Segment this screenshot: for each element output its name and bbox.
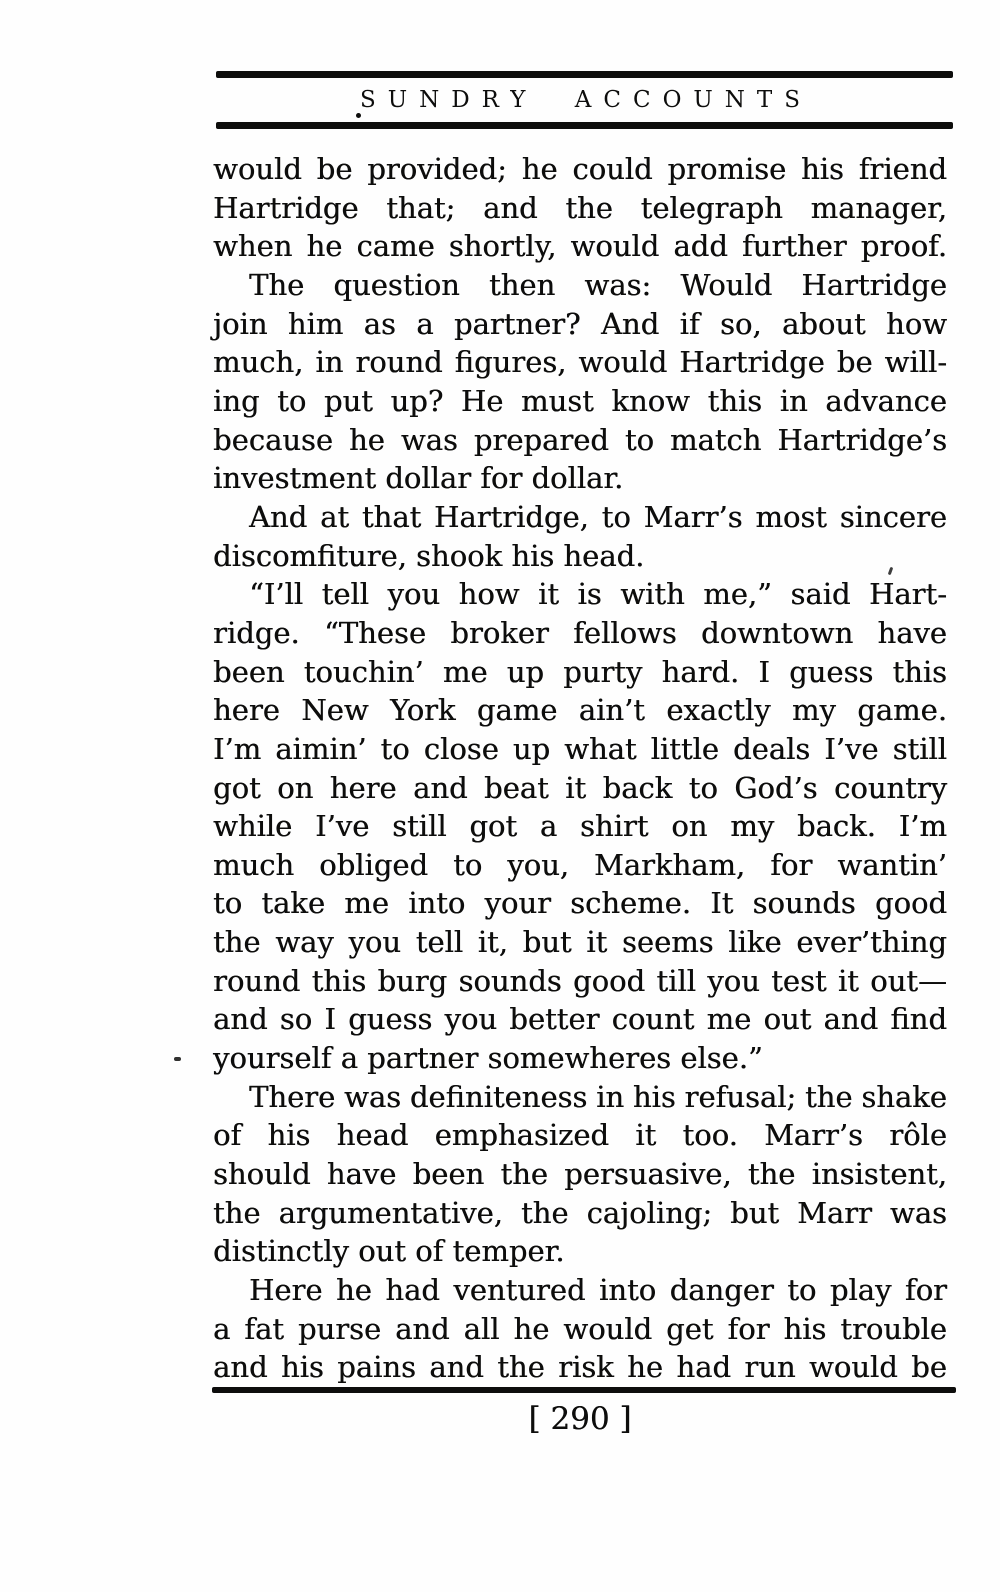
word: my bbox=[730, 809, 775, 844]
word: had bbox=[385, 1273, 440, 1308]
word: my bbox=[791, 693, 836, 728]
word: shake bbox=[861, 1079, 947, 1114]
word: like bbox=[728, 925, 782, 960]
word: because bbox=[213, 422, 333, 457]
word: deals bbox=[733, 731, 811, 766]
word: hard. bbox=[661, 654, 740, 689]
word: ain’t bbox=[578, 693, 645, 728]
word: would bbox=[570, 229, 660, 264]
word: little bbox=[650, 731, 719, 766]
word: friend bbox=[858, 152, 947, 186]
word: country bbox=[834, 770, 947, 805]
word: all bbox=[463, 1311, 500, 1346]
text-line bbox=[213, 769, 947, 808]
word: cajoling; bbox=[586, 1195, 713, 1230]
word: risk bbox=[558, 1350, 614, 1385]
word: with bbox=[620, 577, 685, 612]
word: beat bbox=[484, 770, 549, 805]
word: scheme. bbox=[570, 886, 691, 921]
word: at bbox=[320, 499, 350, 534]
word: to bbox=[688, 770, 718, 805]
word: me bbox=[344, 886, 389, 921]
word: Marr’s bbox=[643, 499, 743, 534]
header-rule-bottom bbox=[216, 122, 953, 129]
word: know bbox=[611, 383, 690, 418]
word: provided; bbox=[367, 152, 507, 186]
word: find bbox=[890, 1002, 947, 1037]
word: guess bbox=[348, 1002, 433, 1037]
word: ridge. bbox=[213, 615, 300, 650]
word: good bbox=[874, 886, 947, 921]
word: his bbox=[783, 1311, 827, 1346]
word: it bbox=[565, 770, 587, 805]
word: game bbox=[476, 693, 558, 728]
word: you bbox=[348, 925, 401, 960]
word: how bbox=[458, 577, 520, 612]
word: God’s bbox=[734, 770, 818, 805]
text-line bbox=[213, 884, 947, 923]
word: in bbox=[779, 383, 808, 418]
word: would bbox=[213, 152, 302, 186]
word: and bbox=[213, 1002, 268, 1037]
text-line bbox=[213, 575, 947, 614]
word: Hartridge, bbox=[434, 499, 589, 534]
word: much bbox=[213, 847, 295, 882]
word: the bbox=[521, 1195, 569, 1230]
word: is bbox=[577, 577, 602, 612]
word: partner? bbox=[453, 306, 581, 341]
text-line bbox=[213, 1078, 947, 1117]
word: I bbox=[324, 1002, 336, 1037]
word: up bbox=[506, 654, 544, 689]
word: he bbox=[306, 229, 343, 264]
word: you bbox=[707, 963, 760, 998]
word: up? bbox=[390, 383, 444, 418]
text-line: distinctly out of temper. bbox=[213, 1234, 565, 1269]
text-line bbox=[213, 1271, 947, 1310]
word: downtown bbox=[701, 615, 854, 650]
word: to bbox=[787, 1273, 817, 1308]
word: and bbox=[483, 190, 538, 225]
word: it bbox=[586, 925, 608, 960]
word: as bbox=[363, 306, 396, 341]
word: came bbox=[356, 229, 435, 264]
word: for bbox=[904, 1273, 947, 1308]
word: got bbox=[213, 770, 261, 805]
word: definiteness bbox=[409, 1079, 588, 1114]
word: he bbox=[513, 1311, 550, 1346]
word: fellows bbox=[573, 615, 677, 650]
word: me,” bbox=[703, 577, 772, 612]
text-line bbox=[213, 1194, 947, 1233]
word: a bbox=[213, 1311, 231, 1346]
word: what bbox=[564, 731, 637, 766]
word: your bbox=[484, 886, 551, 921]
word: the bbox=[213, 925, 261, 960]
word: emphasized bbox=[434, 1118, 609, 1153]
text-line bbox=[213, 227, 947, 266]
word: you, bbox=[507, 847, 569, 882]
word: play bbox=[829, 1273, 892, 1308]
word: got bbox=[469, 809, 518, 844]
word: but bbox=[730, 1195, 780, 1230]
word: trouble bbox=[840, 1311, 947, 1346]
word: out bbox=[763, 1002, 812, 1037]
word: have bbox=[326, 1157, 397, 1192]
word: would bbox=[808, 1350, 898, 1385]
word: me bbox=[706, 1002, 752, 1037]
word: a bbox=[539, 809, 558, 844]
word: Hartridge bbox=[213, 190, 359, 225]
word: way bbox=[275, 925, 334, 960]
word: his bbox=[267, 1118, 311, 1153]
word: was: bbox=[584, 267, 652, 302]
text-line bbox=[213, 189, 947, 228]
word: here bbox=[213, 693, 280, 728]
word: in bbox=[315, 345, 344, 380]
word: this bbox=[707, 383, 763, 418]
word: his bbox=[632, 1079, 676, 1114]
word: of bbox=[213, 1118, 242, 1153]
word: ing bbox=[213, 383, 260, 418]
word: game. bbox=[857, 693, 947, 728]
word: and bbox=[213, 1350, 268, 1385]
word: round bbox=[213, 963, 301, 998]
word: be bbox=[836, 345, 873, 380]
word: persuasive, bbox=[564, 1157, 732, 1192]
word: into bbox=[408, 886, 466, 921]
word: it bbox=[635, 1118, 657, 1153]
word: the bbox=[565, 190, 613, 225]
word: back bbox=[602, 770, 673, 805]
text-line bbox=[213, 923, 947, 962]
word: I bbox=[758, 654, 770, 689]
word: he bbox=[521, 152, 558, 186]
word: better bbox=[509, 1002, 600, 1037]
word: advance bbox=[825, 383, 947, 418]
word: Would bbox=[680, 267, 773, 302]
word: been bbox=[213, 654, 285, 689]
word: proof. bbox=[860, 229, 947, 264]
word: seems bbox=[621, 925, 714, 960]
word: New bbox=[301, 693, 369, 728]
word: me bbox=[442, 654, 488, 689]
text-line bbox=[213, 730, 947, 769]
word: And bbox=[600, 306, 660, 341]
word: and bbox=[823, 1002, 879, 1037]
text-line bbox=[213, 691, 947, 730]
word: and bbox=[395, 1311, 450, 1346]
word: promise bbox=[667, 152, 787, 186]
word: to bbox=[624, 422, 654, 457]
word: you bbox=[444, 1002, 498, 1037]
word: a bbox=[416, 306, 434, 341]
word: sincere bbox=[839, 499, 947, 534]
word: in bbox=[596, 1079, 625, 1114]
ink-speck bbox=[356, 113, 361, 118]
word: put bbox=[323, 383, 373, 418]
word: the bbox=[213, 1195, 261, 1230]
word: still bbox=[892, 731, 947, 766]
word: guess bbox=[789, 654, 874, 689]
word: for bbox=[727, 1311, 770, 1346]
word: And bbox=[249, 499, 308, 534]
word: had bbox=[676, 1350, 731, 1385]
word: to bbox=[380, 731, 410, 766]
word: still bbox=[392, 809, 447, 844]
word: back. bbox=[796, 809, 876, 844]
word: into bbox=[599, 1273, 657, 1308]
word: test bbox=[771, 963, 827, 998]
word: add bbox=[673, 229, 728, 264]
word: good bbox=[573, 963, 646, 998]
word: touchin’ bbox=[303, 654, 424, 689]
word: sounds bbox=[752, 886, 856, 921]
word: up bbox=[512, 731, 551, 766]
word: about bbox=[781, 306, 866, 341]
running-head: SUNDRY ACCOUNTS bbox=[359, 87, 813, 113]
word: have bbox=[877, 615, 947, 650]
word: this bbox=[311, 963, 367, 998]
word: shortly, bbox=[448, 229, 557, 264]
word: The bbox=[249, 267, 305, 302]
word: join bbox=[213, 306, 268, 341]
word: “These bbox=[323, 615, 427, 650]
word: that bbox=[361, 499, 422, 534]
word: the bbox=[805, 1079, 853, 1114]
word: aimin’ bbox=[275, 731, 367, 766]
word: I’ve bbox=[824, 731, 879, 766]
word: to bbox=[453, 847, 483, 882]
word: Hartridge bbox=[679, 345, 825, 380]
word: out— bbox=[870, 963, 947, 998]
word: insistent, bbox=[811, 1157, 947, 1192]
word: Marr’s bbox=[764, 1118, 863, 1153]
text-line bbox=[213, 382, 947, 421]
word: how bbox=[886, 306, 947, 341]
text-line bbox=[213, 1116, 947, 1155]
word: refusal; bbox=[684, 1079, 797, 1114]
page-body-text bbox=[213, 150, 947, 1387]
text-line bbox=[213, 846, 947, 885]
word: danger bbox=[669, 1273, 774, 1308]
word: it, bbox=[477, 925, 508, 960]
word: it bbox=[538, 577, 559, 612]
word: could bbox=[572, 152, 653, 186]
word: the bbox=[500, 1157, 548, 1192]
word: would bbox=[578, 345, 668, 380]
word: question bbox=[333, 267, 460, 302]
word: said bbox=[790, 577, 851, 612]
word: him bbox=[287, 306, 344, 341]
word: if bbox=[679, 306, 700, 341]
word: so bbox=[279, 1002, 313, 1037]
word: that; bbox=[386, 190, 456, 225]
word: manager, bbox=[810, 190, 947, 225]
word: He bbox=[460, 383, 504, 418]
word: must bbox=[521, 383, 594, 418]
word: head bbox=[336, 1118, 409, 1153]
word: Hartridge’s bbox=[777, 422, 947, 457]
text-line bbox=[213, 498, 947, 537]
word: the bbox=[747, 1157, 796, 1192]
word: run bbox=[744, 1350, 796, 1385]
word: on bbox=[277, 770, 314, 805]
word: further bbox=[741, 229, 847, 264]
word: count bbox=[611, 1002, 695, 1037]
word: to bbox=[601, 499, 631, 534]
text-line bbox=[213, 305, 947, 344]
text-line bbox=[213, 653, 947, 692]
word: round bbox=[355, 345, 443, 380]
word: take bbox=[261, 886, 326, 921]
word: purty bbox=[563, 654, 643, 689]
word: obliged bbox=[319, 847, 429, 882]
word: There bbox=[249, 1079, 336, 1114]
word: to bbox=[277, 383, 307, 418]
header-rule-top bbox=[216, 71, 953, 78]
text-line bbox=[213, 150, 947, 189]
word: It bbox=[710, 886, 734, 921]
word: Marr bbox=[797, 1195, 872, 1230]
word: so, bbox=[720, 306, 762, 341]
ink-speck bbox=[174, 1057, 181, 1061]
word: on bbox=[671, 809, 708, 844]
word: was bbox=[400, 422, 458, 457]
word: I’m bbox=[213, 731, 262, 766]
word: his bbox=[280, 1350, 324, 1385]
word: much, bbox=[213, 345, 304, 380]
text-line bbox=[213, 1000, 947, 1039]
word: but bbox=[522, 925, 572, 960]
word: too. bbox=[682, 1118, 738, 1153]
word: purse bbox=[297, 1311, 382, 1346]
text-line bbox=[213, 962, 947, 1001]
text-line bbox=[213, 614, 947, 653]
text-line bbox=[213, 1310, 947, 1349]
word: Here bbox=[249, 1273, 323, 1308]
word: was bbox=[889, 1195, 947, 1230]
word: Markham, bbox=[594, 847, 746, 882]
word: match bbox=[669, 422, 762, 457]
word: get bbox=[666, 1311, 714, 1346]
word: tell bbox=[321, 577, 369, 612]
word: till bbox=[656, 963, 696, 998]
word: ever’thing bbox=[796, 925, 947, 960]
word: Hartridge bbox=[801, 267, 947, 302]
word: should bbox=[213, 1157, 311, 1192]
word: he bbox=[627, 1350, 663, 1385]
word: will- bbox=[884, 345, 947, 380]
word: broker bbox=[450, 615, 549, 650]
text-line: yourself a partner somewheres else.” bbox=[213, 1041, 763, 1076]
word: for bbox=[770, 847, 813, 882]
text-line bbox=[213, 807, 947, 846]
word: he bbox=[335, 1273, 372, 1308]
footer-rule bbox=[212, 1387, 956, 1393]
word: prepared bbox=[473, 422, 609, 457]
word: I’m bbox=[898, 809, 947, 844]
word: he bbox=[348, 422, 385, 457]
word: rôle bbox=[889, 1118, 947, 1153]
word: sounds bbox=[458, 963, 562, 998]
word: and bbox=[429, 1350, 484, 1385]
word: when bbox=[213, 229, 293, 264]
word: close bbox=[423, 731, 499, 766]
word: been bbox=[412, 1157, 485, 1192]
word: exactly bbox=[666, 693, 771, 728]
text-line bbox=[213, 421, 947, 460]
word: burg bbox=[377, 963, 448, 998]
word: the bbox=[497, 1350, 545, 1385]
word: “I’ll bbox=[249, 577, 304, 612]
word: would bbox=[563, 1311, 653, 1346]
page-number: [ 290 ] bbox=[528, 1401, 632, 1437]
word: argumentative, bbox=[278, 1195, 503, 1230]
word: tell bbox=[415, 925, 464, 960]
text-line: discomfiture, shook his head. bbox=[213, 538, 645, 573]
word: to bbox=[213, 886, 243, 921]
word: figures, bbox=[454, 345, 567, 380]
word: ventured bbox=[453, 1273, 586, 1308]
word: fat bbox=[244, 1311, 284, 1346]
word: then bbox=[488, 267, 556, 302]
word: telegraph bbox=[640, 190, 783, 225]
word: you bbox=[387, 577, 441, 612]
word: here bbox=[329, 770, 397, 805]
text-line bbox=[213, 1348, 947, 1387]
text-line bbox=[213, 266, 947, 305]
word: and bbox=[413, 770, 468, 805]
word: York bbox=[389, 693, 456, 728]
word: it bbox=[837, 963, 859, 998]
word: was bbox=[344, 1079, 402, 1114]
word: be bbox=[911, 1350, 947, 1385]
text-line: investment dollar for dollar. bbox=[213, 461, 624, 496]
word: this bbox=[892, 654, 947, 689]
word: I’ve bbox=[315, 809, 370, 844]
word: wantin’ bbox=[837, 847, 947, 882]
word: most bbox=[755, 499, 827, 534]
word: Hart- bbox=[869, 577, 947, 612]
word: while bbox=[213, 809, 293, 844]
word: shirt bbox=[580, 809, 649, 844]
word: his bbox=[801, 152, 844, 186]
word: be bbox=[316, 152, 353, 186]
word: pains bbox=[337, 1350, 416, 1385]
text-line bbox=[213, 1155, 947, 1194]
text-line bbox=[213, 343, 947, 382]
